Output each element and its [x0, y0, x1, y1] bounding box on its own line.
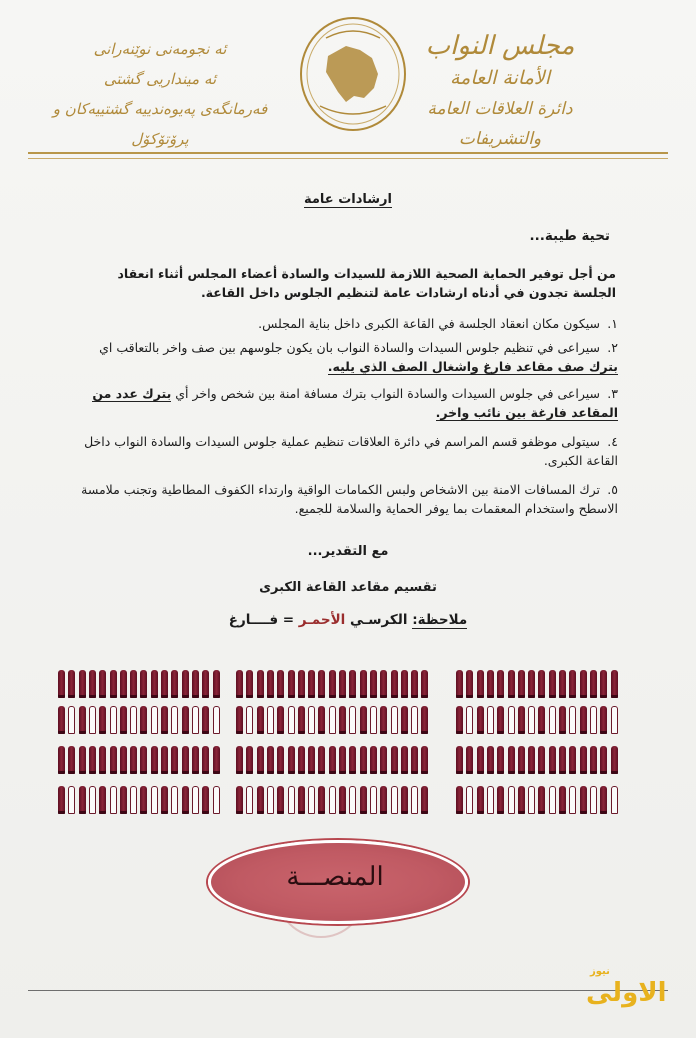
seat-empty-red [298, 746, 305, 774]
seat-empty-red [202, 786, 209, 814]
highlight-text: بترك عدد من المقاعد فارغة بين نائب واخر. [92, 386, 618, 420]
letterhead-line-1: مجلس النواب [425, 31, 575, 61]
seat-empty-red [600, 786, 607, 814]
seating-subtitle: تقسيم مقاعد القاعة الكبرى [259, 580, 437, 595]
letterhead-divider-thin [28, 158, 668, 159]
footer-divider [28, 990, 668, 991]
seat-empty-red [318, 670, 325, 698]
intro-paragraph: من أجل توفير الحماية الصحية اللازمة للسيدات والسادة أعضاء المجلس أثناء انعقاد الجلسة تجدون في أدناه ارشادات عامة لتنظيم الجلوس داخل القاعة. [117, 266, 616, 300]
letterhead-kurdish-line-3: فه‌رمانگه‌ی په‌یوه‌ندییه‌ گشتییه‌كان و پرۆتۆكۆل [52, 100, 268, 148]
seat-empty-red [120, 670, 127, 698]
seat-empty-red [497, 706, 504, 734]
seat-empty-red [79, 786, 86, 814]
seat-empty-red [202, 706, 209, 734]
seat-occupied-white [308, 706, 315, 734]
seat-empty-red [590, 670, 597, 698]
brand-logo: الاولى [586, 978, 667, 1008]
seat-empty-red [580, 670, 587, 698]
seat-empty-red [497, 786, 504, 814]
seat-occupied-white [611, 786, 618, 814]
seat-empty-red [411, 746, 418, 774]
seat-empty-red [518, 670, 525, 698]
seat-occupied-white [308, 786, 315, 814]
seat-empty-red [380, 670, 387, 698]
brand-sub: نيوز [590, 966, 610, 977]
seat-empty-red [538, 706, 545, 734]
seat-empty-red [370, 746, 377, 774]
seat-empty-red [288, 746, 295, 774]
seat-empty-red [380, 786, 387, 814]
seat-occupied-white [349, 786, 356, 814]
seat-empty-red [580, 786, 587, 814]
seat-empty-red [236, 706, 243, 734]
seat-occupied-white [349, 706, 356, 734]
seat-empty-red [349, 670, 356, 698]
seat-empty-red [391, 670, 398, 698]
seat-empty-red [318, 706, 325, 734]
seat-occupied-white [411, 786, 418, 814]
seat-empty-red [456, 706, 463, 734]
seat-occupied-white [130, 706, 137, 734]
seat-occupied-white [151, 706, 158, 734]
seat-empty-red [298, 706, 305, 734]
seat-empty-red [380, 706, 387, 734]
seat-empty-red [171, 670, 178, 698]
seat-empty-red [161, 786, 168, 814]
seat-occupied-white [411, 706, 418, 734]
seat-empty-red [421, 786, 428, 814]
seat-occupied-white [213, 786, 220, 814]
letterhead-arabic [390, 30, 610, 154]
seat-empty-red [518, 786, 525, 814]
seat-occupied-white [487, 786, 494, 814]
seat-empty-red [477, 706, 484, 734]
seat-empty-red [277, 706, 284, 734]
seat-occupied-white [89, 706, 96, 734]
seat-occupied-white [391, 786, 398, 814]
instruction-item-2: ٢.سيراعى في تنظيم جلوس السيدات والسادة النواب بان يكون جلوسهم بين صف واخر بالتعاقب اي بترك صف مقاعد فارغ واشغال الصف الذي يليه. [99, 340, 618, 374]
seat-empty-red [421, 706, 428, 734]
seat-occupied-white [611, 706, 618, 734]
seat-empty-red [401, 670, 408, 698]
podium-label: المنصـــة [286, 862, 384, 892]
seat-empty-red [140, 670, 147, 698]
seat-empty-red [401, 746, 408, 774]
seat-empty-red [182, 706, 189, 734]
seat-empty-red [456, 786, 463, 814]
instruction-item-4: ٤.سيتولى موظفو قسم المراسم في دائرة العلاقات تنظيم عملية جلوس السيدات والسادة النواب داخل القاعة الكبرى. [84, 434, 618, 468]
seat-occupied-white [508, 706, 515, 734]
seat-empty-red [421, 746, 428, 774]
seat-empty-red [477, 786, 484, 814]
seat-empty-red [277, 670, 284, 698]
seat-empty-red [318, 746, 325, 774]
seat-empty-red [182, 786, 189, 814]
seat-empty-red [202, 746, 209, 774]
seat-empty-red [611, 746, 618, 774]
seat-empty-red [370, 670, 377, 698]
seat-empty-red [308, 670, 315, 698]
seat-empty-red [339, 670, 346, 698]
seat-empty-red [68, 746, 75, 774]
seat-empty-red [466, 670, 473, 698]
seat-empty-red [380, 746, 387, 774]
seat-empty-red [58, 706, 65, 734]
seat-empty-red [559, 746, 566, 774]
seat-occupied-white [171, 706, 178, 734]
seat-empty-red [466, 746, 473, 774]
highlight-text: بترك صف مقاعد فارغ واشغال الصف الذي يليه. [327, 359, 618, 374]
seat-empty-red [161, 670, 168, 698]
seat-empty-red [99, 670, 106, 698]
seat-occupied-white [192, 786, 199, 814]
seat-empty-red [151, 746, 158, 774]
seat-empty-red [497, 670, 504, 698]
seat-empty-red [421, 670, 428, 698]
seat-empty-red [68, 670, 75, 698]
seat-empty-red [580, 706, 587, 734]
seat-empty-red [236, 746, 243, 774]
seat-empty-red [401, 706, 408, 734]
seat-occupied-white [528, 786, 535, 814]
seat-empty-red [79, 706, 86, 734]
seat-occupied-white [130, 786, 137, 814]
seat-occupied-white [267, 706, 274, 734]
seat-occupied-white [110, 706, 117, 734]
seat-empty-red [151, 670, 158, 698]
seat-empty-red [130, 670, 137, 698]
note-red-word: الأحمـر [298, 612, 346, 628]
closing: مع التقدير... [307, 544, 389, 559]
seat-empty-red [130, 746, 137, 774]
seat-empty-red [288, 670, 295, 698]
seat-occupied-white [590, 786, 597, 814]
seat-empty-red [590, 746, 597, 774]
seat-empty-red [120, 786, 127, 814]
seat-empty-red [360, 786, 367, 814]
seat-empty-red [360, 670, 367, 698]
seat-occupied-white [466, 786, 473, 814]
seat-occupied-white [151, 786, 158, 814]
seat-empty-red [497, 746, 504, 774]
seat-empty-red [192, 670, 199, 698]
seat-empty-red [329, 670, 336, 698]
seat-occupied-white [68, 786, 75, 814]
seat-occupied-white [329, 706, 336, 734]
seat-occupied-white [391, 706, 398, 734]
seat-empty-red [580, 746, 587, 774]
seat-occupied-white [68, 706, 75, 734]
seat-empty-red [58, 786, 65, 814]
letterhead-line-2: الأمانة العامة [450, 67, 550, 89]
seat-empty-red [318, 786, 325, 814]
seat-occupied-white [569, 786, 576, 814]
seat-empty-red [236, 786, 243, 814]
seat-empty-red [401, 786, 408, 814]
seat-occupied-white [569, 706, 576, 734]
seat-empty-red [569, 670, 576, 698]
seat-occupied-white [549, 786, 556, 814]
seat-empty-red [518, 746, 525, 774]
seat-empty-red [79, 670, 86, 698]
letterhead-kurdish-line-2: ئه مینداریی گشتی [103, 70, 217, 88]
seat-empty-red [213, 670, 220, 698]
seat-note [0, 612, 696, 628]
seat-empty-red [246, 746, 253, 774]
seat-occupied-white [246, 786, 253, 814]
seat-occupied-white [487, 706, 494, 734]
seat-empty-red [99, 746, 106, 774]
seat-empty-red [360, 746, 367, 774]
note-prefix: الكرسـي [345, 612, 408, 628]
seat-empty-red [161, 746, 168, 774]
seat-empty-red [538, 746, 545, 774]
seat-occupied-white [213, 706, 220, 734]
seat-empty-red [308, 746, 315, 774]
seat-empty-red [267, 670, 274, 698]
greeting: تحية طيبة... [529, 228, 610, 244]
seat-empty-red [600, 746, 607, 774]
seat-empty-red [549, 746, 556, 774]
letterhead-line-3: دائرة العلاقات العامة والتشريفات [427, 99, 573, 149]
instruction-item-3: ٣.سيراعى في جلوس السيدات والسادة النواب بترك مسافة امنة بين شخص واخر أي بترك عدد من المقاعد فارغة بين نائب واخر. [92, 386, 618, 420]
seat-empty-red [257, 786, 264, 814]
seat-empty-red [391, 746, 398, 774]
seat-empty-red [518, 706, 525, 734]
seat-empty-red [477, 670, 484, 698]
seat-empty-red [120, 746, 127, 774]
seat-occupied-white [549, 706, 556, 734]
seat-empty-red [298, 786, 305, 814]
seat-empty-red [110, 746, 117, 774]
seat-empty-red [79, 746, 86, 774]
seat-empty-red [202, 670, 209, 698]
seat-occupied-white [370, 706, 377, 734]
seat-empty-red [89, 746, 96, 774]
seat-empty-red [477, 746, 484, 774]
seat-occupied-white [192, 706, 199, 734]
document-title: ارشادات عامة [303, 192, 393, 207]
seat-occupied-white [528, 706, 535, 734]
seat-occupied-white [288, 786, 295, 814]
seat-empty-red [569, 746, 576, 774]
seat-occupied-white [508, 786, 515, 814]
seat-empty-red [538, 786, 545, 814]
seat-empty-red [600, 706, 607, 734]
seat-empty-red [456, 746, 463, 774]
seat-empty-red [411, 670, 418, 698]
seat-empty-red [339, 746, 346, 774]
seat-empty-red [192, 746, 199, 774]
seat-occupied-white [466, 706, 473, 734]
seat-empty-red [58, 746, 65, 774]
instruction-item-1: ١.سيكون مكان انعقاد الجلسة في القاعة الكبرى داخل بناية المجلس. [258, 316, 618, 331]
seat-empty-red [528, 746, 535, 774]
seat-empty-red [161, 706, 168, 734]
seat-empty-red [89, 670, 96, 698]
seat-empty-red [549, 670, 556, 698]
seat-empty-red [349, 746, 356, 774]
seat-empty-red [182, 670, 189, 698]
seat-empty-red [213, 746, 220, 774]
seat-occupied-white [267, 786, 274, 814]
seat-empty-red [360, 706, 367, 734]
seat-empty-red [171, 746, 178, 774]
seat-empty-red [487, 746, 494, 774]
seat-empty-red [298, 670, 305, 698]
seat-empty-red [182, 746, 189, 774]
seat-empty-red [508, 670, 515, 698]
seat-empty-red [559, 670, 566, 698]
seat-occupied-white [246, 706, 253, 734]
seat-occupied-white [329, 786, 336, 814]
instruction-item-5: ٥.ترك المسافات الامنة بين الاشخاص ولبس الكمامات الواقية وارتداء الكفوف المطاطية وتجنب ملامسة الاسطح واستخدام المعقمات بما يوفر الحماية والسلامة للجميع. [81, 482, 618, 516]
seat-empty-red [110, 670, 117, 698]
seat-empty-red [99, 706, 106, 734]
note-suffix: = فــــارغ [228, 612, 299, 628]
seat-empty-red [99, 786, 106, 814]
seat-empty-red [257, 746, 264, 774]
seat-empty-red [257, 706, 264, 734]
letterhead-kurdish [40, 34, 280, 154]
seat-empty-red [339, 706, 346, 734]
seat-occupied-white [370, 786, 377, 814]
parliament-emblem-icon [298, 16, 408, 134]
note-label: ملاحظة: [412, 612, 468, 628]
seat-occupied-white [110, 786, 117, 814]
seat-occupied-white [288, 706, 295, 734]
seat-empty-red [140, 706, 147, 734]
seat-empty-red [508, 746, 515, 774]
seat-empty-red [559, 786, 566, 814]
seat-occupied-white [171, 786, 178, 814]
seat-empty-red [487, 670, 494, 698]
seat-empty-red [277, 746, 284, 774]
seat-empty-red [611, 670, 618, 698]
seat-empty-red [236, 670, 243, 698]
seat-empty-red [257, 670, 264, 698]
seat-empty-red [140, 746, 147, 774]
seat-empty-red [600, 670, 607, 698]
seat-occupied-white [590, 706, 597, 734]
seat-empty-red [140, 786, 147, 814]
seat-empty-red [120, 706, 127, 734]
seat-empty-red [528, 670, 535, 698]
seat-empty-red [456, 670, 463, 698]
seat-empty-red [58, 670, 65, 698]
seat-empty-red [538, 670, 545, 698]
seat-empty-red [559, 706, 566, 734]
seat-occupied-white [89, 786, 96, 814]
seat-empty-red [339, 786, 346, 814]
seat-empty-red [277, 786, 284, 814]
letterhead-kurdish-line-1: ئه نجومه‌نى نوێنه‌رانى [93, 40, 227, 58]
letterhead-divider [28, 152, 668, 154]
seat-empty-red [246, 670, 253, 698]
seat-empty-red [267, 746, 274, 774]
seat-empty-red [329, 746, 336, 774]
